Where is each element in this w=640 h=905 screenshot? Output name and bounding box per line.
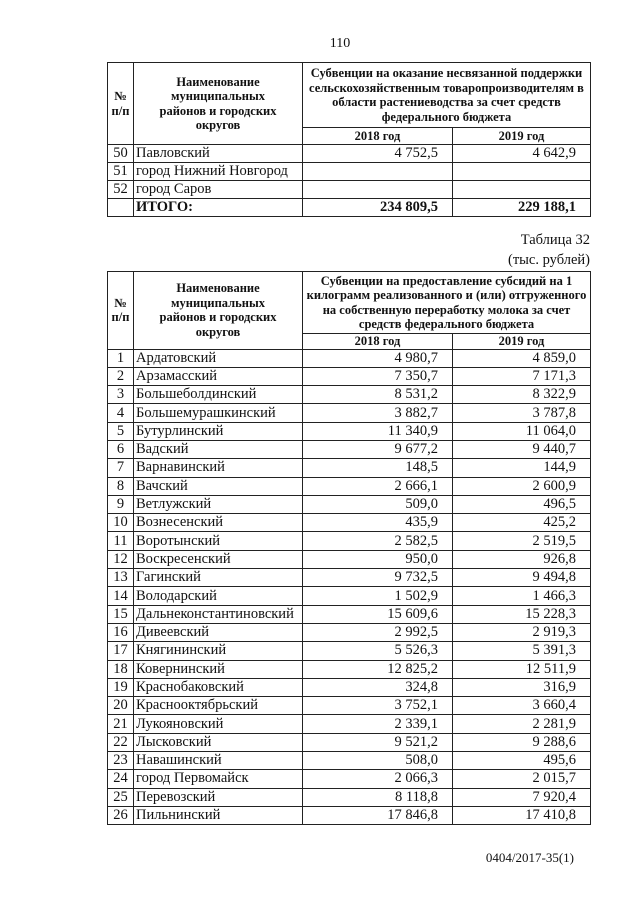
value-2018: 509,0 (303, 495, 453, 513)
table-row (108, 806, 591, 824)
header-name: Наименование муниципальных районов и городских округов (134, 63, 303, 145)
value-2018: 9 677,2 (303, 440, 453, 458)
row-number: 22 (108, 733, 134, 751)
value-2019: 4 642,9 (453, 145, 591, 163)
district-name: Дальнеконстантиновский (134, 605, 303, 623)
district-name: Лукояновский (134, 715, 303, 733)
value-2019: 926,8 (453, 550, 591, 568)
value-2018: 7 350,7 (303, 367, 453, 385)
table-row (108, 349, 591, 367)
value-2018: 17 846,8 (303, 806, 453, 824)
value-2018: 148,5 (303, 459, 453, 477)
row-number: 4 (108, 404, 134, 422)
value-2018: 3 752,1 (303, 697, 453, 715)
district-name: Вадский (134, 440, 303, 458)
value-2019: 316,9 (453, 678, 591, 696)
table-label: Таблица 32 (520, 232, 590, 248)
value-2018 (303, 181, 453, 199)
table-row (108, 587, 591, 605)
table-row (108, 770, 591, 788)
district-name: Арзамасский (134, 367, 303, 385)
district-name: Перевозский (134, 788, 303, 806)
value-2018: 2 666,1 (303, 477, 453, 495)
value-2018: 9 732,5 (303, 569, 453, 587)
district-name: Воротынский (134, 532, 303, 550)
header-2018: 2018 год (303, 128, 453, 145)
value-2019: 8 322,9 (453, 386, 591, 404)
header-num: № п/п (108, 272, 134, 350)
value-2019: 496,5 (453, 495, 591, 513)
row-number: 21 (108, 715, 134, 733)
table-row (108, 569, 591, 587)
district-name: Ковернинский (134, 660, 303, 678)
milk-subsidy-table (107, 271, 591, 825)
district-name: Большеболдинский (134, 386, 303, 404)
row-number: 52 (108, 181, 134, 199)
value-2019: 2 519,5 (453, 532, 591, 550)
district-name: Вознесенский (134, 514, 303, 532)
district-name: Навашинский (134, 752, 303, 770)
header-2019: 2019 год (453, 128, 591, 145)
value-2019: 15 228,3 (453, 605, 591, 623)
value-2018: 2 582,5 (303, 532, 453, 550)
table-row (108, 642, 591, 660)
value-2018: 950,0 (303, 550, 453, 568)
district-name: Гагинский (134, 569, 303, 587)
table-units: (тыс. рублей) (508, 252, 590, 268)
value-2019: 7 171,3 (453, 367, 591, 385)
district-name: Володарский (134, 587, 303, 605)
header-num: № п/п (108, 63, 134, 145)
row-number: 50 (108, 145, 134, 163)
value-2018: 8 118,8 (303, 788, 453, 806)
value-2018: 9 521,2 (303, 733, 453, 751)
row-number: 24 (108, 770, 134, 788)
table-row (108, 697, 591, 715)
table-row (108, 459, 591, 477)
row-number: 18 (108, 660, 134, 678)
value-2019: 1 466,3 (453, 587, 591, 605)
value-2019: 2 015,7 (453, 770, 591, 788)
value-2018: 5 526,3 (303, 642, 453, 660)
row-number: 7 (108, 459, 134, 477)
header-subsidy: Субвенции на оказание несвязанной поддержки сельскохозяйственным товаропроизводителям в области растениеводства за счет средств федерального бюджета (303, 63, 591, 128)
value-2019: 3 660,4 (453, 697, 591, 715)
value-2019: 17 410,8 (453, 806, 591, 824)
row-number: 9 (108, 495, 134, 513)
table-row (108, 605, 591, 623)
row-number: 10 (108, 514, 134, 532)
value-2019: 9 288,6 (453, 733, 591, 751)
document-code: 0404/2017-35(1) (485, 850, 574, 865)
value-2019: 425,2 (453, 514, 591, 532)
district-name: Краснобаковский (134, 678, 303, 696)
district-name: Ветлужский (134, 495, 303, 513)
district-name: Дивеевский (134, 623, 303, 641)
value-2019: 4 859,0 (453, 349, 591, 367)
table-row (108, 163, 591, 181)
row-number: 16 (108, 623, 134, 641)
district-name: Воскресенский (134, 550, 303, 568)
value-2018: 12 825,2 (303, 660, 453, 678)
value-2018: 2 339,1 (303, 715, 453, 733)
district-name: Краснооктябрьский (134, 697, 303, 715)
table-row (108, 514, 591, 532)
value-2019: 9 440,7 (453, 440, 591, 458)
table-row (108, 733, 591, 751)
district-name: Варнавинский (134, 459, 303, 477)
value-2018 (303, 163, 453, 181)
value-2018: 435,9 (303, 514, 453, 532)
page-number: 110 (329, 36, 351, 51)
value-2018: 4 980,7 (303, 349, 453, 367)
total-label: ИТОГО: (134, 199, 303, 217)
district-name: Большемурашкинский (134, 404, 303, 422)
value-2018: 15 609,6 (303, 605, 453, 623)
district-name: Бутурлинский (134, 422, 303, 440)
district-name: Ардатовский (134, 349, 303, 367)
table-row (108, 422, 591, 440)
value-2018: 3 882,7 (303, 404, 453, 422)
value-2019 (453, 163, 591, 181)
district-name: Павловский (134, 145, 303, 163)
table-row (108, 788, 591, 806)
value-2018: 324,8 (303, 678, 453, 696)
district-name: Княгининский (134, 642, 303, 660)
value-2019: 144,9 (453, 459, 591, 477)
value-2019: 2 281,9 (453, 715, 591, 733)
total-row (108, 199, 591, 217)
district-name: город Нижний Новгород (134, 163, 303, 181)
row-number: 12 (108, 550, 134, 568)
table-row (108, 495, 591, 513)
row-number: 23 (108, 752, 134, 770)
value-2019: 2 600,9 (453, 477, 591, 495)
subsidy-table-crop (107, 62, 591, 217)
value-2018: 508,0 (303, 752, 453, 770)
district-name: Лысковский (134, 733, 303, 751)
table-row (108, 477, 591, 495)
district-name: город Саров (134, 181, 303, 199)
table-row (108, 532, 591, 550)
table-row (108, 440, 591, 458)
table-row (108, 623, 591, 641)
row-number: 19 (108, 678, 134, 696)
table-row (108, 715, 591, 733)
row-number: 15 (108, 605, 134, 623)
row-number: 1 (108, 349, 134, 367)
total-2018: 234 809,5 (303, 199, 453, 217)
table-row (108, 550, 591, 568)
row-number: 8 (108, 477, 134, 495)
table-row (108, 386, 591, 404)
value-2019: 3 787,8 (453, 404, 591, 422)
row-number: 25 (108, 788, 134, 806)
empty-cell (108, 199, 134, 217)
value-2019 (453, 181, 591, 199)
total-2019: 229 188,1 (453, 199, 591, 217)
table-row (108, 404, 591, 422)
district-name: город Первомайск (134, 770, 303, 788)
header-2018: 2018 год (303, 334, 453, 350)
value-2019: 11 064,0 (453, 422, 591, 440)
table-row (108, 367, 591, 385)
value-2019: 2 919,3 (453, 623, 591, 641)
value-2018: 11 340,9 (303, 422, 453, 440)
row-number: 26 (108, 806, 134, 824)
row-number: 20 (108, 697, 134, 715)
value-2019: 12 511,9 (453, 660, 591, 678)
table-row (108, 660, 591, 678)
table-row (108, 181, 591, 199)
header-name: Наименование муниципальных районов и городских округов (134, 272, 303, 350)
value-2019: 7 920,4 (453, 788, 591, 806)
value-2018: 1 502,9 (303, 587, 453, 605)
table-row (108, 678, 591, 696)
header-subsidy: Субвенции на предоставление субсидий на 1 килограмм реализованного и (или) отгруженного на собственную переработку молока за счет средств федерального бюджета (303, 272, 591, 334)
value-2018: 4 752,5 (303, 145, 453, 163)
value-2018: 8 531,2 (303, 386, 453, 404)
table-row (108, 145, 591, 163)
district-name: Пильнинский (134, 806, 303, 824)
row-number: 11 (108, 532, 134, 550)
row-number: 6 (108, 440, 134, 458)
value-2019: 495,6 (453, 752, 591, 770)
row-number: 17 (108, 642, 134, 660)
row-number: 51 (108, 163, 134, 181)
value-2019: 9 494,8 (453, 569, 591, 587)
row-number: 14 (108, 587, 134, 605)
value-2019: 5 391,3 (453, 642, 591, 660)
district-name: Вачский (134, 477, 303, 495)
row-number: 5 (108, 422, 134, 440)
row-number: 2 (108, 367, 134, 385)
row-number: 13 (108, 569, 134, 587)
table-row (108, 752, 591, 770)
value-2018: 2 066,3 (303, 770, 453, 788)
value-2018: 2 992,5 (303, 623, 453, 641)
row-number: 3 (108, 386, 134, 404)
header-2019: 2019 год (453, 334, 591, 350)
